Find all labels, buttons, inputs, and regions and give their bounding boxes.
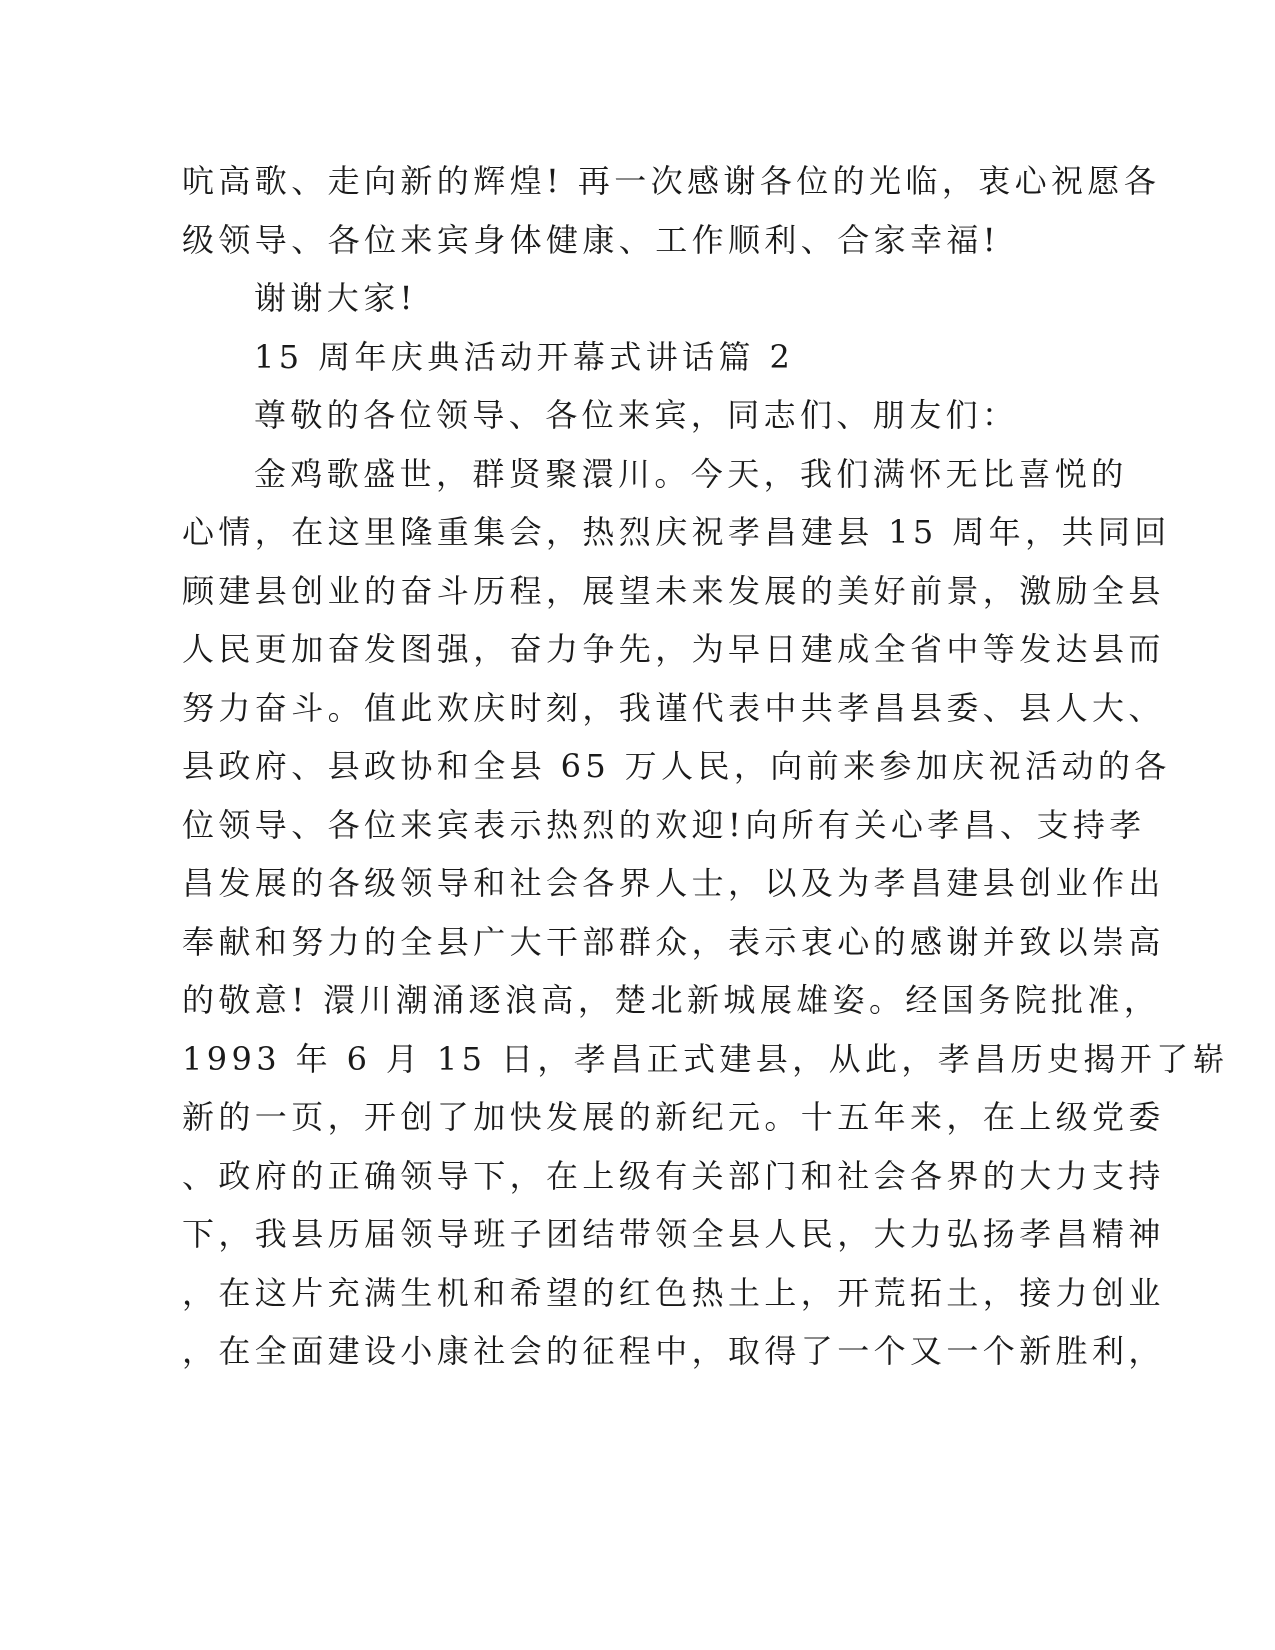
text-line: 心情，在这里隆重集会，热烈庆祝孝昌建县 15 周年，共同回: [182, 513, 1171, 551]
closing-line: 谢谢大家!: [254, 279, 417, 317]
text-line: 新的一页，开创了加快发展的新纪元。十五年来，在上级党委: [182, 1098, 1165, 1136]
text-line: 吭高歌、走向新的辉煌! 再一次感谢各位的光临，衷心祝愿各: [182, 162, 1161, 200]
text-line: ，在这片充满生机和希望的红色热土上，开荒拓土，接力创业: [182, 1273, 1165, 1312]
text-line: 顾建县创业的奋斗历程，展望未来发展的美好前景，激励全县: [182, 571, 1165, 610]
text-line: 级领导、各位来宾身体健康、工作顺利、合家幸福!: [182, 220, 1001, 259]
paragraph-start: 金鸡歌盛世，群贤聚澴川。今天，我们满怀无比喜悦的: [254, 454, 1128, 493]
section-heading: 15 周年庆典活动开幕式讲话篇 2: [254, 337, 795, 376]
text-line: 位领导、各位来宾表示热烈的欢迎!向所有关心孝昌、支持孝: [182, 805, 1146, 844]
text-line: 的敬意! 澴川潮涌逐浪高，楚北新城展雄姿。经国务院批准，: [182, 981, 1161, 1019]
text-line: 人民更加奋发图强，奋力争先，为早日建成全省中等发达县而: [182, 630, 1165, 668]
salutation: 尊敬的各位领导、各位来宾，同志们、朋友们：: [254, 396, 1019, 434]
text-line: 昌发展的各级领导和社会各界人士，以及为孝昌建县创业作出: [182, 864, 1165, 902]
text-line: 努力奋斗。值此欢庆时刻，我谨代表中共孝昌县委、县人大、: [182, 688, 1165, 727]
document-body: [182, 152, 1229, 1381]
text-line: 奉献和努力的全县广大干部群众，表示衷心的感谢并致以崇高: [182, 922, 1165, 961]
text-line: 1993 年 6 月 15 日，孝昌正式建县，从此，孝昌历史揭开了崭: [182, 1039, 1229, 1078]
text-line: ，在全面建设小康社会的征程中，取得了一个又一个新胜利，: [182, 1332, 1165, 1370]
text-line: 下，我县历届领导班子团结带领全县人民，大力弘扬孝昌精神: [182, 1215, 1165, 1253]
text-line: 县政府、县政协和全县 65 万人民，向前来参加庆祝活动的各: [182, 747, 1171, 785]
text-line: 、政府的正确领导下，在上级有关部门和社会各界的大力支持: [182, 1156, 1165, 1195]
